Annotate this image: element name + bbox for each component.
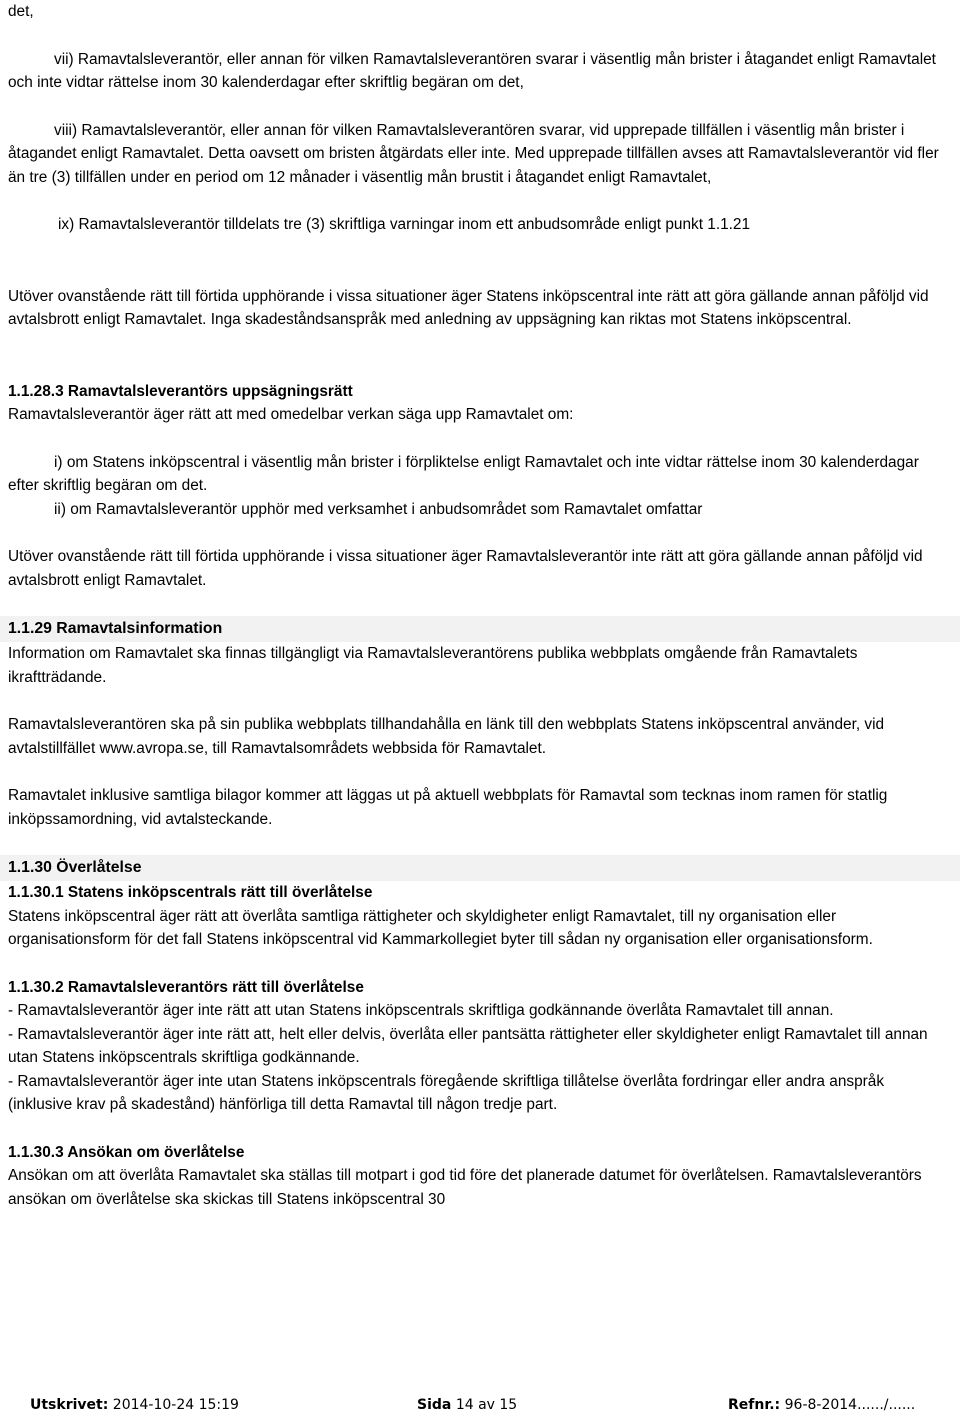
paragraph-info-3: Ramavtalet inklusive samtliga bilagor kommer att läggas ut på aktuell webbplats för Ramavtal som tecknas inom ramen för statlig inköpssamordning, vid avtalsteckande. [8, 787, 888, 828]
clause-vii: vii) Ramavtalsleverantör, eller annan för vilken Ramavtalsleverantören svarar i väsentlig mån brister i åtagandet enligt Ramavtalet och inte vidtar rättelse inom 30 kalenderdagar efter skriftlig begäran om det, [8, 50, 936, 91]
footer-ref-value: 96-8-2014....../...... [784, 1397, 916, 1413]
clause-i: i) om Statens inköpscentral i väsentlig mån brister i förpliktelse enligt Ramavtalet och inte vidtar rättelse inom 30 kalenderdagar efter skriftlig begäran om det. [8, 453, 919, 494]
heading-1-1-30-2: 1.1.30.2 Ramavtalsleverantörs rätt till överlåtelse [8, 978, 364, 996]
paragraph-info-2: Ramavtalsleverantören ska på sin publika webbplats tillhandahålla en länk till den webbplats Statens inköpscentral använder, vid avtalstillfället www.avropa.se, till Ramavtalsområdets webbsida för Ramavtalet. [8, 716, 885, 757]
clause-viii: viii) Ramavtalsleverantör, eller annan för vilken Ramavtalsleverantören svarar, vid upprepade tillfällen i väsentlig mån brister i åtagandet enligt Ramavtalet. Detta oavsett om bristen åtgärdats eller inte. Med upprepade tillfällen avses att Ramavtalsleverantör vid fler än tre (3) tillfällen under en period om 12 månader i väsentlig mån brustit i åtagandet enligt Ramavtalet, [8, 121, 939, 186]
paragraph-det: det, [8, 3, 34, 20]
clause-ix: ix) Ramavtalsleverantör tilldelats tre (3) skriftliga varningar inom ett anbudsområde enligt punkt 1.1.21 [58, 216, 751, 233]
footer-printed-label: Utskrivet: [30, 1397, 109, 1413]
heading-1-1-29: 1.1.29 Ramavtalsinformation [0, 616, 960, 642]
clause-ii: ii) om Ramavtalsleverantör upphör med verksamhet i anbudsområdet som Ramavtalet omfattar [54, 500, 703, 518]
paragraph-30-2c: - Ramavtalsleverantör äger inte utan Statens inköpscentrals föregående skriftliga tillåtelse överlåta fordringar eller andra anspråk (inklusive krav på skadestånd) hänförliga till detta Ramavtal till någon tredje part. [8, 1072, 885, 1113]
footer-printed-value: 2014-10-24 15:19 [112, 1397, 239, 1413]
heading-1-1-30-1: 1.1.30.1 Statens inköpscentrals rätt till överlåtelse [8, 884, 373, 901]
footer-ref [728, 1395, 915, 1415]
paragraph-30-1: Statens inköpscentral äger rätt att överlåta samtliga rättigheter och skyldigheter enligt Ramavtalet, till ny organisation eller organisationsform för det fall Statens inköpscentral vid Kammarkollegiet byter till sådan ny organisation eller organisationsform. [8, 907, 873, 948]
document-page [8, 0, 952, 1211]
heading-1-1-30: 1.1.30 Överlåtelse [0, 855, 960, 881]
heading-1-1-30-3: 1.1.30.3 Ansökan om överlåtelse [8, 1143, 245, 1161]
paragraph-utover-rl: Utöver ovanstående rätt till förtida upphörande i vissa situationer äger Ramavtalsleverantör inte rätt att göra gällande annan påföljd vid avtalsbrott enligt Ramavtalet. [8, 548, 923, 589]
footer-page-value: 14 av 15 [455, 1397, 518, 1413]
footer-printed [30, 1395, 239, 1415]
heading-1-1-28-3: 1.1.28.3 Ramavtalsleverantörs uppsägningsrätt [8, 382, 353, 400]
paragraph-30-3: Ansökan om att överlåta Ramavtalet ska ställas till motpart i god tid före det planerade datumet för överlåtelsen. Ramavtalsleverantörs ansökan om överlåtelse ska skickas till Statens inköpscentral 30 [8, 1167, 922, 1208]
paragraph-info-1: Information om Ramavtalet ska finnas tillgängligt via Ramavtalsleverantörens publika webbplats omgående från Ramavtalets ikraftträdande. [8, 645, 858, 686]
paragraph-rl-ager-ratt: Ramavtalsleverantör äger rätt att med omedelbar verkan säga upp Ramavtalet om: [8, 406, 574, 423]
footer-page [417, 1395, 517, 1415]
footer-page-label: Sida [417, 1397, 452, 1413]
paragraph-30-2a: - Ramavtalsleverantör äger inte rätt att utan Statens inköpscentrals skriftliga godkännande överlåta Ramavtalet till annan. [8, 1002, 834, 1019]
paragraph-utover-statens: Utöver ovanstående rätt till förtida upphörande i vissa situationer äger Statens inköpscentral inte rätt att göra gällande annan påföljd vid avtalsbrott enligt Ramavtalet. Inga skadeståndsanspråk med anledning av uppsägning kan riktas mot Statens inköpscentral. [8, 287, 929, 328]
paragraph-30-2b: - Ramavtalsleverantör äger inte rätt att, helt eller delvis, överlåta eller pantsätta rättigheter eller skyldigheter enligt Ramavtalet till annan utan Statens inköpscentrals skriftliga godkännande. [8, 1025, 928, 1066]
footer-ref-label: Refnr.: [728, 1397, 781, 1413]
